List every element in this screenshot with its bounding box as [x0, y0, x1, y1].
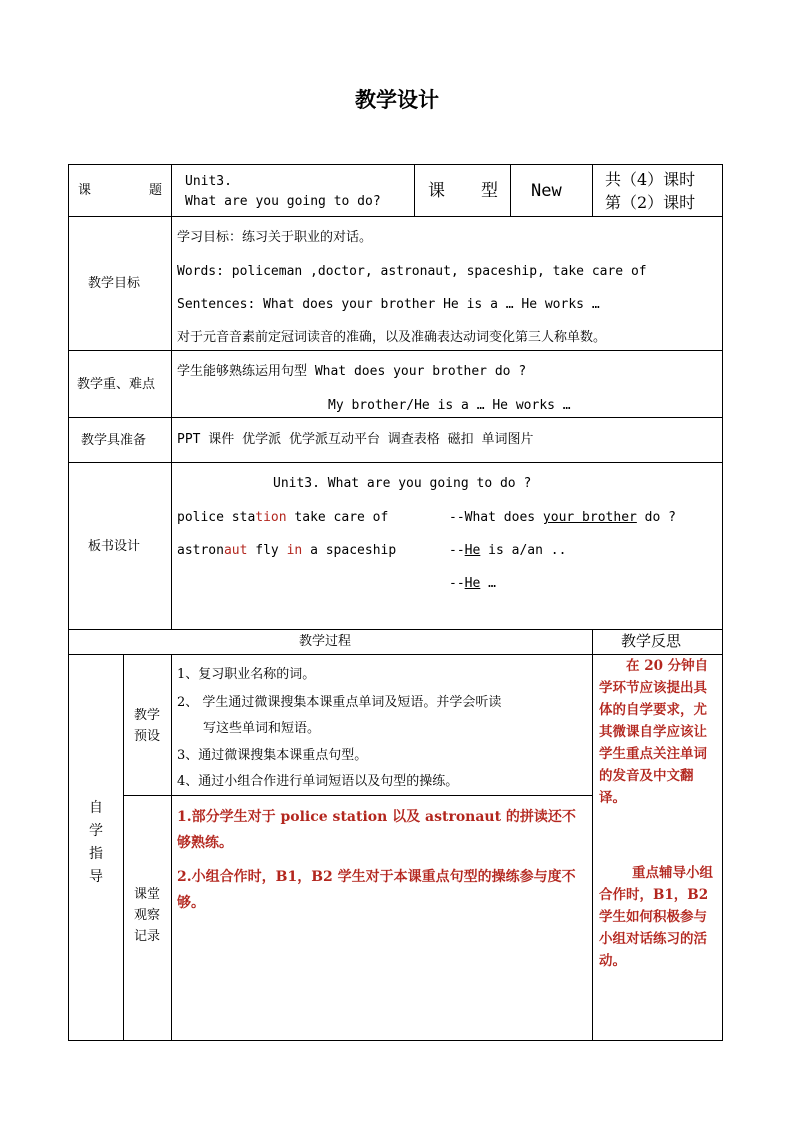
observe-label-line-2: 观察 [133, 908, 160, 923]
board-row2-part-c: fly [247, 543, 287, 558]
key-point-line-1: 学生能够熟练运用句型 What does your brother do ? [177, 364, 527, 379]
preset-item-4: 4、通过小组合作进行单词短语以及句型的操练。 [177, 774, 459, 789]
process-header: 教学过程 [299, 634, 352, 649]
observe-label-line-3: 记录 [133, 929, 160, 944]
observe-label-line-1: 课堂 [133, 887, 160, 902]
board-row1-part-c: take care of [286, 510, 389, 525]
objective-line-4: 对于元音音素前定冠词读音的准确，以及准确表达动词变化第三人称单数。 [177, 330, 607, 345]
preset-label [127, 705, 167, 747]
board-answer1-rest: is a/an .. [480, 543, 567, 558]
objective-line-1: 学习目标：练习关于职业的对话。 [177, 230, 373, 245]
objective-line-2: Words: policeman ,doctor, astronaut, spaceship, take care of [177, 264, 647, 279]
board-answer-1 [449, 543, 566, 559]
hours-total: 共（4）课时 [605, 170, 696, 189]
type-value: New [531, 181, 562, 201]
observe-label [127, 884, 167, 947]
board-answer2-rest: … [480, 576, 496, 591]
objective-line-3: Sentences: What does your brother He is a … He works … [177, 297, 600, 312]
preset-item-2: 2、 学生通过微课搜集本课重点单词及短语。并学会听读 [177, 695, 502, 710]
board-row-1 [177, 510, 388, 526]
page-title: 教学设计 [355, 88, 439, 112]
self-study-char-3: 指 [89, 846, 103, 862]
topic-label: 课 题 [78, 183, 162, 198]
self-study-char-4: 导 [89, 869, 103, 885]
topic-line2: What are you going to do? [185, 194, 381, 209]
board-question-prefix: --What does [449, 510, 543, 525]
observation-2: 2.小组合作时，B1，B2 学生对于本课重点句型的操练参与度不够。 [177, 869, 576, 911]
board-question-suffix: do ? [636, 510, 676, 525]
self-study-char-1: 自 [89, 800, 103, 816]
topic-line1: Unit3. [185, 174, 232, 189]
type-label: 课 型 [428, 181, 498, 201]
board-heading: Unit3. What are you going to do ? [273, 476, 532, 491]
observation-1: 1.部分学生对于 police station 以及 astronaut 的拼读还不够熟练。 [177, 809, 576, 851]
board-row2-part-e: a spaceship [302, 543, 397, 558]
board-row-2 [177, 543, 396, 559]
tools-text: PPT 课件 优学派 优学派互动平台 调查表格 磁扣 单词图片 [177, 432, 534, 447]
reflection-header: 教学反思 [621, 632, 682, 650]
key-point-line-2: My brother/He is a … He works … [328, 398, 571, 413]
board-row2-part-b: aut [223, 543, 248, 558]
board-row1-part-b: tion [255, 510, 287, 525]
self-study-label [84, 797, 108, 889]
board-label: 板书设计 [88, 539, 141, 554]
board-question-underlined: your brother [542, 510, 637, 525]
board-question [449, 510, 676, 526]
hours-current: 第（2）课时 [605, 193, 696, 212]
reflection-note-1: 在 20 分钟自学环节应该提出具体的自学要求，尤其微课自学应该让学生重点关注单词的发音及中文翻译。 [599, 658, 709, 806]
tools-label: 教学具准备 [81, 433, 147, 448]
board-answer-2 [449, 576, 496, 592]
preset-item-3: 3、通过微课搜集本课重点句型。 [177, 748, 368, 763]
board-answer1-he: He [464, 543, 481, 558]
board-row1-part-a: police sta [177, 510, 256, 525]
reflection-note-2: 重点辅导小组合作时，B1，B2 学生如何积极参与小组对话练习的活动。 [599, 865, 713, 969]
board-answer2-prefix: -- [449, 576, 465, 591]
preset-label-line-2: 预设 [133, 729, 160, 744]
key-points-label: 教学重、难点 [77, 377, 156, 392]
self-study-char-2: 学 [89, 823, 103, 839]
preset-label-line-1: 教学 [133, 708, 160, 723]
board-row2-part-d: in [286, 543, 303, 558]
preset-item-1: 1、复习职业名称的词。 [177, 667, 316, 682]
board-answer2-he: He [464, 576, 481, 591]
board-answer1-prefix: -- [449, 543, 465, 558]
preset-item-2-cont: 写这些单词和短语。 [203, 721, 321, 736]
objectives-label: 教学目标 [88, 276, 141, 291]
board-row2-part-a: astron [177, 543, 224, 558]
